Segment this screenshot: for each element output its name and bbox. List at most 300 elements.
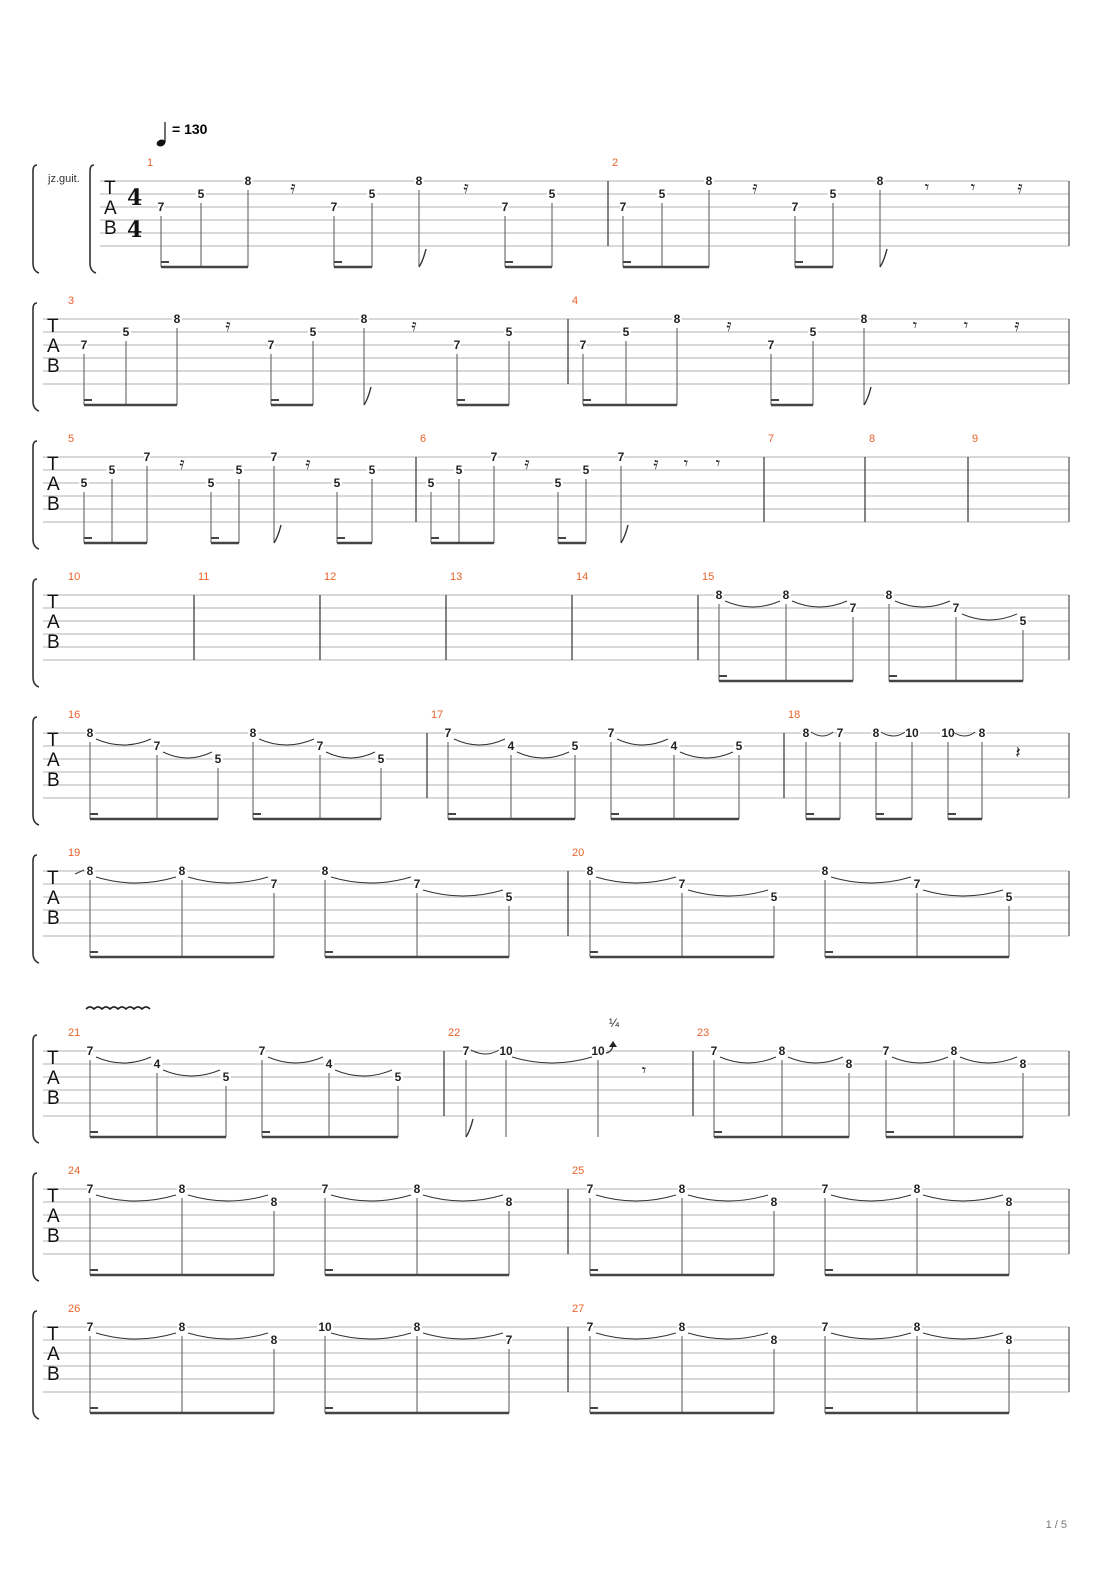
fret-number: 5 bbox=[122, 325, 130, 339]
fret-number: 10 bbox=[318, 1320, 332, 1334]
tab-clef-letter: T bbox=[47, 730, 59, 751]
tab-clef-letter: T bbox=[47, 316, 59, 337]
tab-clef-letter: T bbox=[47, 1324, 59, 1345]
fret-number: 5 bbox=[427, 476, 435, 490]
fret-number: 8 bbox=[778, 1044, 786, 1058]
fret-number: 8 bbox=[673, 312, 681, 326]
time-signature-top: 4 bbox=[127, 185, 143, 211]
rest-icon: 𝄿 bbox=[653, 454, 659, 474]
measure bbox=[68, 571, 80, 583]
fret-number: 7 bbox=[710, 1044, 718, 1058]
note-flag-icon bbox=[621, 525, 628, 543]
tab-system bbox=[33, 157, 1069, 273]
fret-number: 7 bbox=[505, 1333, 513, 1347]
tie bbox=[688, 890, 768, 896]
fret-number: 8 bbox=[821, 864, 829, 878]
fret-number: 4 bbox=[153, 1057, 161, 1071]
fret-number: 7 bbox=[821, 1182, 829, 1196]
fret-number: 8 bbox=[270, 1195, 278, 1209]
tab-clef-letter: A bbox=[47, 888, 60, 909]
tie bbox=[788, 1057, 843, 1063]
measure-number: 5 bbox=[68, 433, 75, 445]
rest-icon: 𝄿 bbox=[752, 178, 758, 198]
measure-number: 22 bbox=[448, 1027, 461, 1039]
fret-number: 8 bbox=[782, 588, 790, 602]
fret-number: 7 bbox=[330, 200, 338, 214]
tie bbox=[831, 1333, 911, 1339]
fret-number: 7 bbox=[678, 877, 686, 891]
fret-number: 8 bbox=[705, 174, 713, 188]
tie bbox=[188, 877, 268, 883]
fret-number: 5 bbox=[622, 325, 630, 339]
fret-number: 7 bbox=[579, 338, 587, 352]
tab-clef-letter: A bbox=[47, 474, 60, 495]
fret-number: 7 bbox=[791, 200, 799, 214]
fret-number: 4 bbox=[670, 739, 678, 753]
measure bbox=[572, 847, 1013, 957]
tie bbox=[792, 601, 847, 607]
fret-number: 8 bbox=[415, 174, 423, 188]
bend-amount: ¼ bbox=[608, 1016, 620, 1030]
measure bbox=[431, 709, 743, 819]
vibrato-icon bbox=[86, 1007, 150, 1009]
tab-clef-letter: A bbox=[47, 1344, 60, 1365]
fret-number: 8 bbox=[872, 726, 880, 740]
fret-number: 7 bbox=[321, 1182, 329, 1196]
fret-number: 7 bbox=[143, 450, 151, 464]
rest-icon: 𝄿 bbox=[524, 454, 530, 474]
tab-clef bbox=[104, 178, 117, 239]
fret-number: 8 bbox=[178, 864, 186, 878]
bend-arrow-icon bbox=[609, 1041, 617, 1047]
rest-icon: 𝄿 bbox=[1014, 316, 1020, 336]
rest-icon: 𝄾 bbox=[924, 178, 930, 198]
tab-clef-letter: B bbox=[47, 1364, 60, 1385]
measure bbox=[572, 295, 1020, 405]
fret-number: 8 bbox=[244, 174, 252, 188]
tab-clef bbox=[47, 592, 60, 653]
fret-number: 5 bbox=[505, 325, 513, 339]
measure-number: 19 bbox=[68, 847, 81, 859]
fret-number: 8 bbox=[321, 864, 329, 878]
measure-number: 7 bbox=[768, 433, 775, 445]
tie bbox=[688, 1195, 768, 1201]
fret-number: 7 bbox=[501, 200, 509, 214]
fret-number: 5 bbox=[455, 463, 463, 477]
measure-number: 18 bbox=[788, 709, 801, 721]
tab-clef-letter: B bbox=[47, 770, 60, 791]
tab-systems bbox=[33, 157, 1069, 1419]
measure-number: 2 bbox=[612, 157, 619, 169]
tab-clef bbox=[47, 868, 60, 929]
tie bbox=[923, 890, 1003, 896]
tie bbox=[725, 601, 780, 607]
rest-icon: 𝄿 bbox=[411, 316, 417, 336]
tab-clef-letter: T bbox=[47, 592, 59, 613]
tie bbox=[831, 1195, 911, 1201]
note-flag-icon bbox=[864, 387, 871, 405]
fret-number: 7 bbox=[882, 1044, 890, 1058]
tab-clef-letter: A bbox=[47, 336, 60, 357]
tab-clef-letter: T bbox=[47, 868, 59, 889]
tie bbox=[892, 1057, 948, 1063]
fret-number: 5 bbox=[582, 463, 590, 477]
fret-number: 7 bbox=[86, 1044, 94, 1058]
tie bbox=[688, 1333, 768, 1339]
measure-number: 21 bbox=[68, 1027, 81, 1039]
measure bbox=[972, 433, 978, 445]
tab-clef-letter: A bbox=[47, 1206, 60, 1227]
system-bracket-icon bbox=[33, 1311, 39, 1419]
tab-system bbox=[33, 1007, 1069, 1143]
tie bbox=[188, 1195, 268, 1201]
fret-number: 7 bbox=[586, 1320, 594, 1334]
fret-number: 7 bbox=[316, 739, 324, 753]
measure bbox=[576, 571, 588, 583]
tab-clef bbox=[47, 730, 60, 791]
measure-number: 9 bbox=[972, 433, 979, 445]
measure bbox=[68, 847, 513, 957]
tie bbox=[188, 1333, 268, 1339]
measure bbox=[68, 709, 385, 819]
measure-number: 27 bbox=[572, 1303, 585, 1315]
measure bbox=[147, 157, 556, 267]
instrument-bracket-icon bbox=[90, 165, 96, 273]
fret-number: 8 bbox=[802, 726, 810, 740]
fret-number: 5 bbox=[1005, 890, 1013, 904]
measure-number: 13 bbox=[450, 571, 463, 583]
rest-icon: 𝄿 bbox=[726, 316, 732, 336]
measure-number: 16 bbox=[68, 709, 81, 721]
page-number: 1 / 5 bbox=[1045, 1519, 1067, 1531]
fret-number: 7 bbox=[270, 877, 278, 891]
fret-number: 8 bbox=[360, 312, 368, 326]
tie bbox=[423, 1333, 503, 1339]
fret-number: 7 bbox=[913, 877, 921, 891]
fret-number: 7 bbox=[586, 1182, 594, 1196]
fret-number: 8 bbox=[845, 1057, 853, 1071]
tie bbox=[331, 1195, 411, 1201]
measure bbox=[324, 571, 336, 583]
rest-icon: 𝄿 bbox=[305, 454, 311, 474]
measure-number: 11 bbox=[198, 571, 210, 583]
tab-system bbox=[33, 847, 1069, 963]
fret-number: 4 bbox=[507, 739, 515, 753]
tie bbox=[517, 752, 569, 758]
fret-number: 8 bbox=[86, 864, 94, 878]
tie bbox=[923, 1195, 1003, 1201]
tie bbox=[259, 739, 314, 745]
fret-number: 7 bbox=[767, 338, 775, 352]
fret-number: 10 bbox=[499, 1044, 513, 1058]
fret-number: 8 bbox=[678, 1182, 686, 1196]
tie bbox=[895, 601, 950, 607]
tie bbox=[720, 1057, 776, 1063]
fret-number: 7 bbox=[617, 450, 625, 464]
measure bbox=[788, 709, 1021, 819]
tab-clef-letter: T bbox=[104, 178, 116, 199]
note-flag-icon bbox=[419, 249, 426, 267]
fret-number: 5 bbox=[368, 463, 376, 477]
fret-number: 7 bbox=[462, 1044, 470, 1058]
tie bbox=[335, 1070, 392, 1076]
rest-icon: 𝄿 bbox=[1017, 178, 1023, 198]
fret-number: 5 bbox=[394, 1070, 402, 1084]
fret-number: 5 bbox=[829, 187, 837, 201]
fret-number: 5 bbox=[770, 890, 778, 904]
fret-number: 5 bbox=[1019, 614, 1027, 628]
fret-number: 7 bbox=[157, 200, 165, 214]
fret-number: 10 bbox=[941, 726, 955, 740]
fret-number: 7 bbox=[444, 726, 452, 740]
system-bracket-icon bbox=[33, 1035, 39, 1143]
measure bbox=[68, 295, 513, 405]
measure bbox=[68, 1165, 513, 1275]
measure bbox=[768, 433, 774, 445]
tie bbox=[96, 1333, 176, 1339]
fret-number: 7 bbox=[258, 1044, 266, 1058]
tie bbox=[163, 1070, 220, 1076]
note-flag-icon bbox=[466, 1119, 473, 1137]
measure bbox=[572, 1303, 1013, 1413]
tab-clef-letter: B bbox=[47, 356, 60, 377]
measure bbox=[68, 1303, 513, 1413]
fret-number: 7 bbox=[849, 601, 857, 615]
tab-clef-letter: T bbox=[47, 1048, 59, 1069]
fret-number: 8 bbox=[913, 1182, 921, 1196]
tab-clef-letter: T bbox=[47, 1186, 59, 1207]
fret-number: 5 bbox=[377, 752, 385, 766]
measure-number: 6 bbox=[420, 433, 427, 445]
tie bbox=[923, 1333, 1003, 1339]
fret-number: 8 bbox=[770, 1333, 778, 1347]
fret-number: 8 bbox=[1019, 1057, 1027, 1071]
tab-clef-letter: B bbox=[104, 218, 117, 239]
tie bbox=[454, 739, 505, 745]
tab-clef-letter: A bbox=[47, 1068, 60, 1089]
measure-number: 14 bbox=[576, 571, 589, 583]
fret-number: 7 bbox=[86, 1320, 94, 1334]
tie bbox=[423, 1195, 503, 1201]
rest-icon: 𝄾 bbox=[970, 178, 976, 198]
rest-icon: 𝄾 bbox=[683, 454, 689, 474]
measure bbox=[612, 157, 1023, 267]
tab-clef-letter: A bbox=[47, 750, 60, 771]
system-bracket-icon bbox=[33, 855, 39, 963]
system-bracket-icon bbox=[33, 1173, 39, 1281]
tab-clef-letter: B bbox=[47, 1226, 60, 1247]
fret-number: 5 bbox=[571, 739, 579, 753]
tempo-value: = 130 bbox=[172, 121, 208, 137]
tab-system bbox=[33, 1165, 1069, 1281]
rest-icon: 𝄾 bbox=[963, 316, 969, 336]
measure bbox=[572, 1165, 1013, 1275]
fret-number: 5 bbox=[80, 476, 88, 490]
note-flag-icon bbox=[274, 525, 281, 543]
tab-system bbox=[33, 709, 1069, 825]
fret-number: 8 bbox=[885, 588, 893, 602]
fret-number: 8 bbox=[1005, 1333, 1013, 1347]
tab-clef bbox=[47, 316, 60, 377]
rest-icon: 𝄾 bbox=[912, 316, 918, 336]
system-bracket-icon bbox=[33, 165, 39, 273]
fret-number: 5 bbox=[309, 325, 317, 339]
measure bbox=[420, 433, 720, 543]
fret-number: 8 bbox=[715, 588, 723, 602]
measure-number: 25 bbox=[572, 1165, 585, 1177]
tie bbox=[268, 1057, 323, 1063]
fret-number: 7 bbox=[821, 1320, 829, 1334]
measure-number: 10 bbox=[68, 571, 81, 583]
tie bbox=[596, 1333, 676, 1339]
fret-number: 7 bbox=[270, 450, 278, 464]
measure bbox=[68, 1007, 402, 1137]
fret-number: 8 bbox=[86, 726, 94, 740]
fret-number: 5 bbox=[108, 463, 116, 477]
tie bbox=[512, 1057, 592, 1063]
fret-number: 10 bbox=[591, 1044, 605, 1058]
system-bracket-icon bbox=[33, 303, 39, 411]
measure bbox=[702, 571, 1027, 681]
rest-icon: 𝄾 bbox=[641, 1061, 647, 1081]
fret-number: 7 bbox=[952, 601, 960, 615]
system-bracket-icon bbox=[33, 717, 39, 825]
tab-system bbox=[33, 295, 1069, 411]
fret-number: 8 bbox=[270, 1333, 278, 1347]
instrument-label: jz.guit. bbox=[48, 173, 80, 185]
tab-system bbox=[33, 571, 1069, 687]
tie bbox=[326, 752, 375, 758]
tie bbox=[617, 739, 668, 745]
tab-clef-letter: B bbox=[47, 632, 60, 653]
fret-number: 8 bbox=[978, 726, 986, 740]
system-bracket-icon bbox=[33, 579, 39, 687]
time-signature-bottom: 4 bbox=[127, 217, 143, 243]
tie bbox=[96, 877, 176, 883]
tie bbox=[96, 1057, 151, 1063]
measure-number: 15 bbox=[702, 571, 715, 583]
fret-number: 8 bbox=[860, 312, 868, 326]
fret-number: 5 bbox=[554, 476, 562, 490]
measure-number: 26 bbox=[68, 1303, 81, 1315]
rest-icon: 𝄿 bbox=[179, 454, 185, 474]
fret-number: 7 bbox=[413, 877, 421, 891]
fret-number: 7 bbox=[80, 338, 88, 352]
measure bbox=[198, 571, 209, 583]
fret-number: 8 bbox=[678, 1320, 686, 1334]
fret-number: 5 bbox=[197, 187, 205, 201]
tie bbox=[96, 739, 151, 745]
fret-number: 8 bbox=[913, 1320, 921, 1334]
system-bracket-icon bbox=[33, 441, 39, 549]
fret-number: 4 bbox=[325, 1057, 333, 1071]
fret-number: 5 bbox=[214, 752, 222, 766]
measure bbox=[68, 433, 376, 543]
measure bbox=[697, 1027, 1027, 1137]
fret-number: 5 bbox=[333, 476, 341, 490]
measure bbox=[448, 1016, 646, 1137]
tie bbox=[596, 1195, 676, 1201]
tie bbox=[423, 890, 503, 896]
tab-clef-letter: A bbox=[47, 612, 60, 633]
measure-number: 3 bbox=[68, 295, 75, 307]
fret-number: 7 bbox=[490, 450, 498, 464]
tie bbox=[163, 752, 212, 758]
tab-system bbox=[33, 1303, 1069, 1419]
measure-number: 17 bbox=[431, 709, 444, 721]
fret-number: 7 bbox=[453, 338, 461, 352]
rest-icon: 𝄿 bbox=[290, 178, 296, 198]
fret-number: 8 bbox=[770, 1195, 778, 1209]
fret-number: 7 bbox=[619, 200, 627, 214]
rest-icon: 𝄿 bbox=[225, 316, 231, 336]
tab-clef-letter: T bbox=[47, 454, 59, 475]
fret-number: 5 bbox=[222, 1070, 230, 1084]
tab-clef bbox=[47, 1048, 60, 1109]
tab-clef-letter: B bbox=[47, 908, 60, 929]
fret-number: 8 bbox=[950, 1044, 958, 1058]
measure-number: 1 bbox=[147, 157, 154, 169]
tab-clef-letter: B bbox=[47, 494, 60, 515]
fret-number: 8 bbox=[586, 864, 594, 878]
measure bbox=[450, 571, 462, 583]
measure-number: 12 bbox=[324, 571, 337, 583]
tab-clef-letter: B bbox=[47, 1088, 60, 1109]
tie bbox=[962, 614, 1017, 620]
tie bbox=[96, 1195, 176, 1201]
fret-number: 7 bbox=[153, 739, 161, 753]
rest-icon: 𝄿 bbox=[463, 178, 469, 198]
measure-number: 23 bbox=[697, 1027, 710, 1039]
note-flag-icon bbox=[364, 387, 371, 405]
fret-number: 7 bbox=[607, 726, 615, 740]
fret-number: 7 bbox=[836, 726, 844, 740]
fret-number: 8 bbox=[178, 1320, 186, 1334]
fret-number: 5 bbox=[735, 739, 743, 753]
measure-number: 4 bbox=[572, 295, 579, 307]
tie bbox=[960, 1057, 1017, 1063]
fret-number: 8 bbox=[876, 174, 884, 188]
measure-number: 8 bbox=[869, 433, 876, 445]
fret-number: 5 bbox=[809, 325, 817, 339]
tab-clef bbox=[47, 454, 60, 515]
fret-number: 7 bbox=[267, 338, 275, 352]
tie bbox=[596, 877, 676, 883]
note-flag-icon bbox=[880, 249, 887, 267]
tie bbox=[831, 877, 911, 883]
fret-number: 8 bbox=[178, 1182, 186, 1196]
rest-icon: 𝄽 bbox=[1015, 743, 1021, 763]
fret-number: 8 bbox=[413, 1320, 421, 1334]
tempo-marking bbox=[156, 121, 208, 148]
measure-number: 20 bbox=[572, 847, 585, 859]
fret-number: 5 bbox=[658, 187, 666, 201]
tab-clef-letter: A bbox=[104, 198, 117, 219]
tie bbox=[331, 877, 411, 883]
fret-number: 8 bbox=[173, 312, 181, 326]
measure bbox=[869, 433, 875, 445]
tab-clef bbox=[47, 1324, 60, 1385]
rest-icon: 𝄾 bbox=[715, 454, 721, 474]
fret-number: 8 bbox=[413, 1182, 421, 1196]
tie bbox=[331, 1333, 411, 1339]
fret-number: 10 bbox=[905, 726, 919, 740]
fret-number: 5 bbox=[235, 463, 243, 477]
fret-number: 7 bbox=[86, 1182, 94, 1196]
fret-number: 8 bbox=[249, 726, 257, 740]
fret-number: 5 bbox=[368, 187, 376, 201]
fret-number: 5 bbox=[207, 476, 215, 490]
